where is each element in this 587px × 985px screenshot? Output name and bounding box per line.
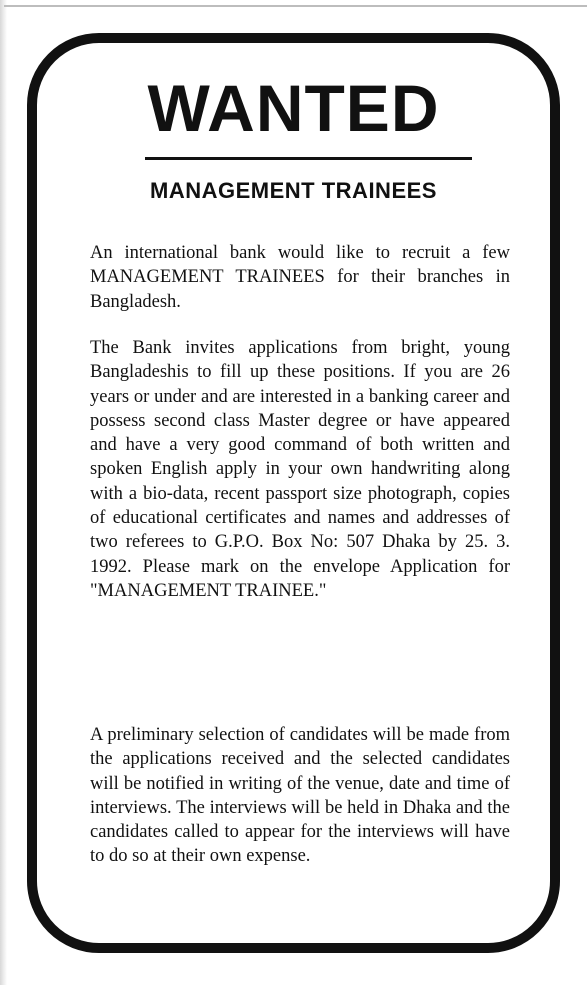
headline-underline	[145, 157, 472, 160]
selection-paragraph: A preliminary selection of candidates will be made from the applications received and the selected candidates will be notified in writing of the venue, date and time of interviews. The interviews will be held in Dhaka and the candidates called to appear for the interviews will have to do so at their own expense.	[90, 725, 510, 867]
application-paragraph: The Bank invites applications from bright, young Bangladeshis to fill up these positions. If you are 26 years or under and are interested in a banking career and possess second class Master degree or have appeared and have a very good command of both written and spoken English apply in your own handwriting along with a bio-data, recent passport size photograph, copies of educational certificates and names and addresses of two referees to G.P.O. Box No: 507 Dhaka by 25. 3. 1992. Please mark on the envelope Application for "MANAGEMENT TRAINEE."	[90, 338, 510, 601]
subheadline: MANAGEMENT TRAINEES	[150, 178, 437, 203]
headline: WANTED	[147, 71, 440, 145]
intro-paragraph: An international bank would like to recruit a few MANAGEMENT TRAINEES for their branches in Bangladesh.	[90, 243, 510, 312]
job-advertisement	[27, 33, 560, 953]
top-rule	[4, 5, 587, 7]
page-edge	[0, 0, 7, 985]
